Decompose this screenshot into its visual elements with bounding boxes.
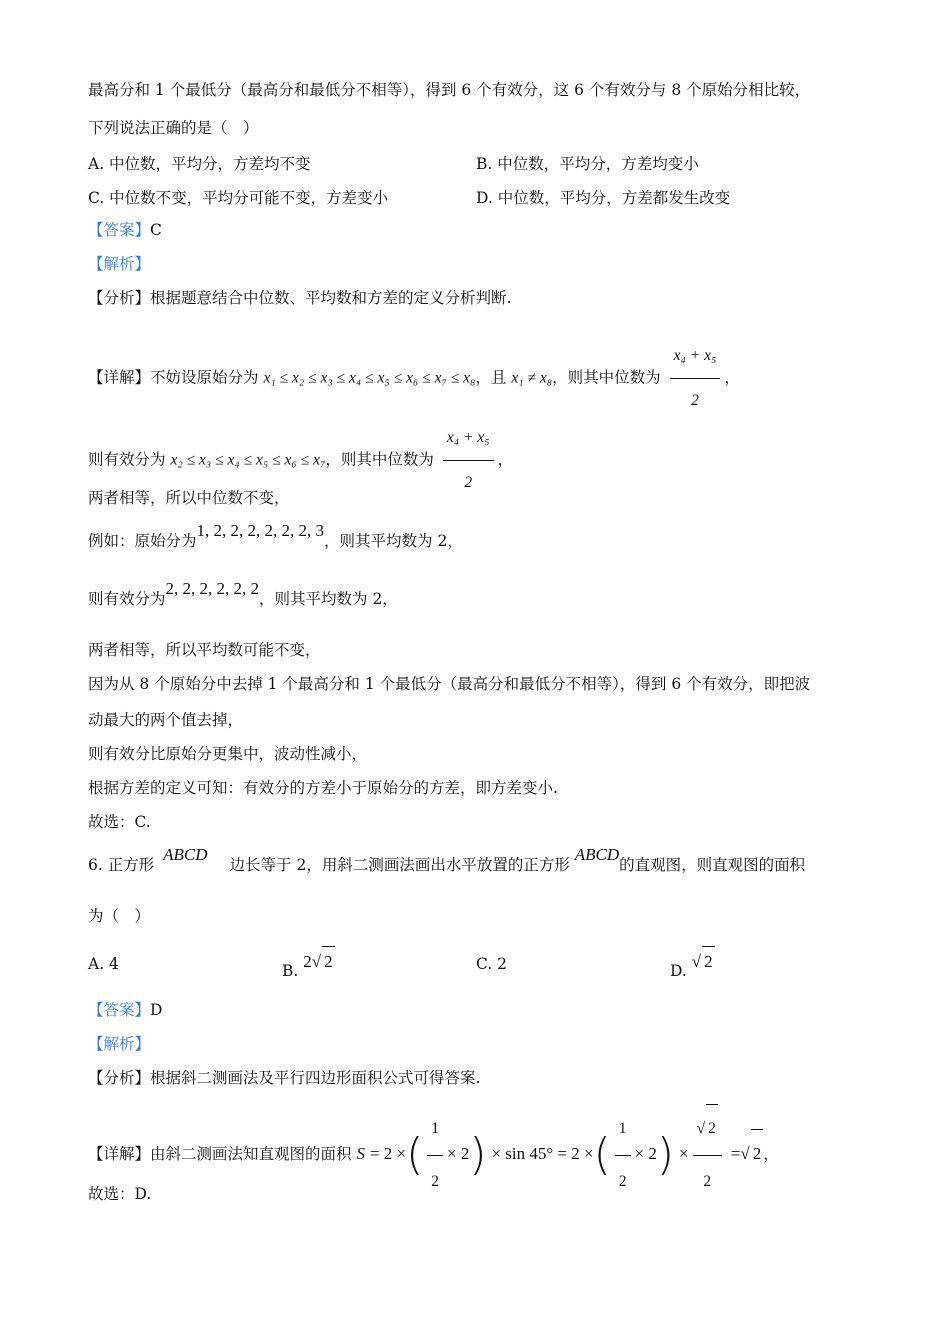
q5-option-c: C. 中位数不变，平均分可能不变，方差变小 bbox=[88, 189, 389, 207]
q6-analysis-tag: 【解析】 bbox=[88, 1035, 151, 1053]
q6-option-d bbox=[670, 946, 715, 980]
fraction-denominator: 2 bbox=[703, 1173, 712, 1190]
q5-stem-line1: 最高分和 1 个最低分（最高分和最低分不相等），得到 6 个有效分，这 6 个有效分与 8 个原始分相比较， bbox=[88, 81, 811, 99]
example-effective-values: 2, 2, 2, 2, 2, 2 bbox=[165, 579, 260, 598]
option-label: B. bbox=[282, 962, 299, 980]
fraction-denominator: 2 bbox=[618, 1172, 627, 1190]
and-text: ，且 bbox=[475, 368, 507, 387]
example-effective-prefix: 则有效分为 bbox=[88, 590, 166, 608]
q6-stem-line2: 为（ ） bbox=[88, 907, 151, 925]
option-label: D. bbox=[670, 962, 687, 980]
q5-because-line1: 因为从 8 个原始分中去掉 1 个最高分和 1 个最低分（最高分和最低分不相等），得到 6 个有效分，即把波 bbox=[88, 675, 811, 693]
sqrt-icon: √ bbox=[691, 952, 702, 971]
q6-fenxi: 【分析】根据斜二测画法及平行四边形面积公式可得答案. bbox=[88, 1069, 481, 1087]
q6-answer bbox=[88, 1000, 162, 1020]
comma: ， bbox=[763, 1145, 779, 1163]
formula-part: × 2 bbox=[634, 1144, 657, 1163]
square-label-abcd: ABCD bbox=[163, 845, 208, 864]
right-paren: ) bbox=[656, 1129, 675, 1180]
q5-concentrated: 则有效分比原始分更集中，波动性减小， bbox=[88, 745, 368, 763]
effective-prefix: 则有效分为 bbox=[88, 450, 166, 469]
q5-choose: 故选：C. bbox=[88, 813, 151, 831]
sqrt-icon: √ bbox=[311, 952, 322, 971]
left-paren: ( bbox=[406, 1129, 424, 1180]
q6-xiangjie-prefix: 【详解】由斜二测画法知直观图的面积 bbox=[88, 1145, 352, 1163]
sqrt-icon: √ bbox=[696, 1120, 706, 1137]
q6-option-a: A. 4 bbox=[88, 955, 119, 973]
q6-option-c: C. 2 bbox=[476, 955, 508, 973]
fraction-numerator: x₄ + x₅ bbox=[443, 418, 494, 461]
median-text: ，则其中位数为 bbox=[552, 368, 661, 387]
fraction-numerator: 1 bbox=[427, 1105, 443, 1156]
radicand: 2 bbox=[702, 946, 715, 977]
answer-tag: 【答案】 bbox=[88, 221, 151, 239]
left-paren: ( bbox=[593, 1129, 611, 1180]
fraction-numerator: 1 bbox=[615, 1105, 631, 1156]
fraction-numerator: x₄ + x₅ bbox=[670, 336, 721, 379]
square-label-abcd: ABCD bbox=[574, 845, 620, 864]
fraction-numerator bbox=[693, 1104, 722, 1156]
answer-value: D bbox=[150, 1001, 163, 1019]
q5-answer bbox=[88, 220, 162, 240]
q5-equal-mean: 两者相等，所以平均数可能不变， bbox=[88, 641, 321, 659]
comma: ， bbox=[724, 368, 740, 387]
fraction-denominator: 2 bbox=[691, 392, 699, 409]
area-symbol: S bbox=[356, 1144, 365, 1163]
option-coefficient: 2 bbox=[303, 952, 312, 971]
q5-option-d: D. 中位数，平均分，方差都发生改变 bbox=[476, 189, 731, 207]
radicand: 2 bbox=[751, 1129, 764, 1178]
fraction-denominator: 2 bbox=[464, 474, 473, 491]
q6-choose: 故选：D. bbox=[88, 1185, 152, 1203]
fraction-denominator: 2 bbox=[431, 1172, 439, 1190]
half-fraction bbox=[427, 1105, 443, 1206]
formula-part: = 2 × bbox=[369, 1144, 407, 1163]
formula-part: × bbox=[678, 1144, 689, 1163]
q6-option-b bbox=[282, 946, 335, 980]
q6-stem-prefix: 6. 正方形 bbox=[88, 856, 155, 874]
effective-median-fraction bbox=[443, 418, 494, 503]
q5-because-line2: 动最大的两个值去掉， bbox=[88, 711, 244, 729]
formula-part: × 2 bbox=[447, 1144, 470, 1163]
q5-fenxi: 【分析】根据题意结合中位数、平均数和方差的定义分析判断. bbox=[88, 289, 512, 307]
example-original-mean: ，则其平均数为 2， bbox=[324, 532, 463, 550]
q5-stem-line2: 下列说法正确的是（ ） bbox=[88, 119, 259, 137]
inequality-effective: x₂ ≤ x₃ ≤ x₄ ≤ x₅ ≤ x₆ ≤ x₇ bbox=[170, 451, 326, 469]
effective-median-text: ，则其中位数为 bbox=[325, 450, 434, 469]
answer-tag: 【答案】 bbox=[88, 1001, 151, 1019]
formula-part: = bbox=[730, 1144, 741, 1163]
q6-xiangjie bbox=[88, 1104, 779, 1206]
radicand: 2 bbox=[322, 946, 335, 977]
q5-analysis-tag: 【解析】 bbox=[88, 255, 151, 273]
radicand: 2 bbox=[706, 1104, 718, 1153]
q5-equal-median: 两者相等，所以中位数不变， bbox=[88, 489, 290, 507]
q5-option-b: B. 中位数，平均分，方差均变小 bbox=[476, 155, 699, 173]
median-fraction bbox=[670, 336, 721, 421]
q5-variance-definition: 根据方差的定义可知：有效分的方差小于原始分的方差，即方差变小. bbox=[88, 779, 558, 797]
q6-stem-mid: 边长等于 2，用斜二测画法画出水平放置的正方形 bbox=[229, 856, 570, 874]
not-equal-condition: x₁ ≠ x₈ bbox=[511, 369, 553, 387]
formula-part: × sin 45° = 2 × bbox=[491, 1144, 594, 1163]
sqrt-fraction bbox=[693, 1104, 722, 1206]
half-fraction bbox=[615, 1105, 631, 1206]
example-effective-mean: ，则其平均数为 2， bbox=[259, 590, 398, 608]
comma: ， bbox=[497, 450, 514, 469]
inequality-original: x₁ ≤ x₂ ≤ x₃ ≤ x₄ ≤ x₅ ≤ x₆ ≤ x₇ ≤ x₈ bbox=[263, 369, 476, 387]
q5-option-a: A. 中位数，平均分，方差均不变 bbox=[88, 155, 311, 173]
q5-example-effective bbox=[88, 579, 398, 614]
q5-xiangjie-line1 bbox=[88, 336, 740, 421]
right-paren: ) bbox=[469, 1129, 487, 1180]
sqrt-icon: √ bbox=[740, 1144, 750, 1163]
answer-value: C bbox=[150, 221, 162, 239]
example-prefix: 例如：原始分为 bbox=[88, 532, 197, 550]
q5-example-original bbox=[88, 521, 463, 556]
q6-stem-end: 的直观图，则直观图的面积 bbox=[619, 856, 806, 874]
xiangjie-prefix: 【详解】不妨设原始分为 bbox=[88, 368, 259, 387]
example-original-values: 1, 2, 2, 2, 2, 2, 2, 3 bbox=[196, 521, 325, 540]
q6-stem-line1 bbox=[88, 845, 806, 880]
